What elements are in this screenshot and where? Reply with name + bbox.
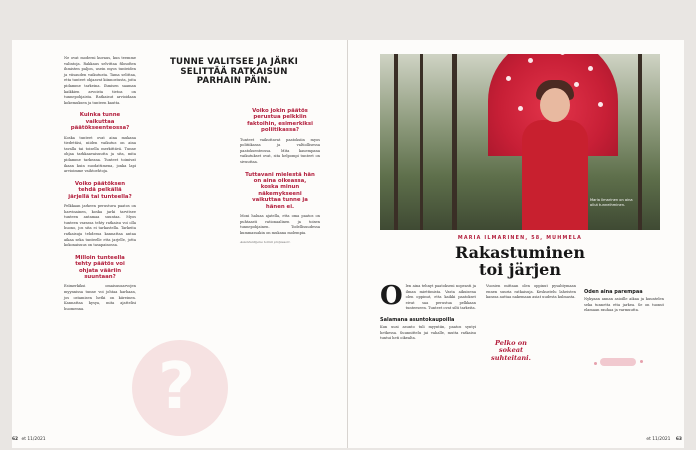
right-column-3	[584, 284, 664, 314]
right-page-number: 63	[675, 437, 682, 442]
question-mark-graphic	[132, 340, 228, 436]
pull-quote: TUNNE VALITSEE JA JÄRKI SELITTÄÄ RATKAISUN PARHAIN PÄIN.	[169, 57, 299, 87]
left-page	[12, 40, 348, 448]
question-2: Voiko päätöksen tehdä pelkällä järjellä tai tunteella?	[68, 180, 132, 200]
portrait-photo	[380, 54, 660, 230]
answer-4: Moni haluaa ajatella, etta oma paatos on puhtaasti rationaalinen ja toisen tunnepohjainen. Todellisuudessa kummassakin on mukana molempia.	[240, 214, 320, 235]
right-page-footer	[646, 437, 684, 442]
left-page-footer	[12, 437, 46, 442]
answer-5: Esimerkiksi omaisuusarvojen myynnissa tunne voi johtaa harhaan, jos ostamisen hetki on kiireinen. Kannattaa kysya, mita ajattelisi huomenna.	[64, 284, 136, 311]
photo-caption: Maria Ilmarinen on aina ollut tunneihminen.	[590, 198, 633, 207]
magazine-spread	[12, 40, 684, 448]
article-kicker: MARIA ILMARINEN, 58, MUHMELA	[457, 236, 583, 241]
answer-2: Pelkkaan jarkeen perustuva paatos on harvinainen, koska jarki tarvitsee tunteen antamaa suuntaa. Myos tunteen varassa tehty ratkaisu voi olla huono, jos sita ei tarkastella. Tarkeita ratkaisuja tehdessa kannattaa antaa aikaa seka tunteelle etta jarjelle, jotta kokonaisuus on tasapainossa.	[64, 203, 136, 248]
question-mark-icon: ?	[158, 350, 196, 424]
decorative-blob	[600, 358, 636, 366]
answer-1: Koska tunteet ovat aina mukana tiedettäsi, niiden vaikutus on aina tavalla tai toisella merkittävä. Tunne ohjaa tarkkaavaisuutta ja sita, mita pidamme tarkeana. Tunteet toimivat ikaan kuin suodattimena, jonka lapi arvioimme vaihtoehtoja.	[64, 135, 136, 174]
article-headline	[380, 244, 660, 278]
decorative-dot	[640, 360, 643, 363]
decorative-dot	[594, 362, 597, 365]
section-1-text: Kun uusi asunto tuli myyntiin, paatos syntyi hetkessa. Suunnittelu jai vahalle, mutta ratkaisu tuntui heti oikealta.	[380, 324, 476, 341]
question-3: Voiko jokin päätös perustua pelkkiin faktoihin, esimerkiksi poliitikassa?	[247, 108, 313, 134]
question-1: Kuinka tunne vaikuttaa päätökseenteossa?	[70, 112, 130, 132]
question-4: Milloin tunteella tehty päätös voi ohjata vääriin suuntaan?	[75, 254, 125, 280]
left-column-1	[64, 56, 136, 312]
section-title-2: Oden aina parempaa	[584, 289, 643, 295]
headline-line-2: toi järjen	[479, 260, 561, 279]
dropcap: O	[380, 281, 403, 311]
intro-text: Ne ovat moderni kuvaus, kun teemme valintoja. Rakkaus selvittaa filosofien ihmisten paljon, usein myos tunteiden ja viisauden vaikutusta. Tama selittaa, etta tunteet ohjaavat kiinnostusta, joita pidamme tarkeina. Ihmisen saaman kaikkien arvoista tietoa on tunnepohjaista. Ratkaisut arvioidaan kokemuksen ja tunteen kautta.	[64, 56, 136, 105]
right-issue-label: et 11/2021	[646, 437, 671, 442]
right-column-2	[486, 284, 576, 301]
right-column-1	[380, 281, 476, 342]
side-quote: Pelko on sokeat suhteitani.	[491, 339, 531, 362]
headline-line-1: Rakastuminen	[455, 243, 585, 262]
lead-text: len aina tehnyt paatokseni nopeasti ja ilman miettimista. Vasta aikuisena olen oppinut, etta kaikki paatokset eivat saa perustua pelkkaan tunteeseen. Tunteet ovat silti tarkeita.	[405, 284, 476, 311]
left-column-3	[240, 102, 320, 245]
column-2-text: Vuosien mittaan olen oppinut pysahtymaan ennen suuria ratkaisuja. Keskustelu laheisten kanssa auttaa nakemaan asiat uudesta kulmasta.	[486, 284, 576, 300]
article-lead	[380, 281, 476, 312]
column-3-text: Nykyaan annan asioille aikaa ja kuuntelen seka tunnetta etta jarkea. Se on tuonut elamaan rauhaa ja varmuutta.	[584, 297, 664, 313]
section-title-1: Salamana asuntokaupoilla	[380, 316, 455, 323]
expert-caption: Asiantuntijana toimii professori.	[240, 240, 291, 245]
answer-3: Tunteet vaikuttavat paatoksiin myos politiikassa ja valtiollisessa paatoksenteossa. Mita kauempana vaikutukset ovat, sita helpompi tunteet on sivuuttaa.	[240, 137, 320, 164]
left-page-number: 62	[12, 437, 19, 442]
person-figure	[522, 120, 588, 230]
quote-2: Tuttavani mielestä hän on aina oikeassa, koska minun näkemykseeni vaikuttaa tunne ja hänen ei.	[245, 171, 315, 210]
left-issue-label: et 11/2021	[21, 437, 46, 442]
right-page	[348, 40, 684, 448]
